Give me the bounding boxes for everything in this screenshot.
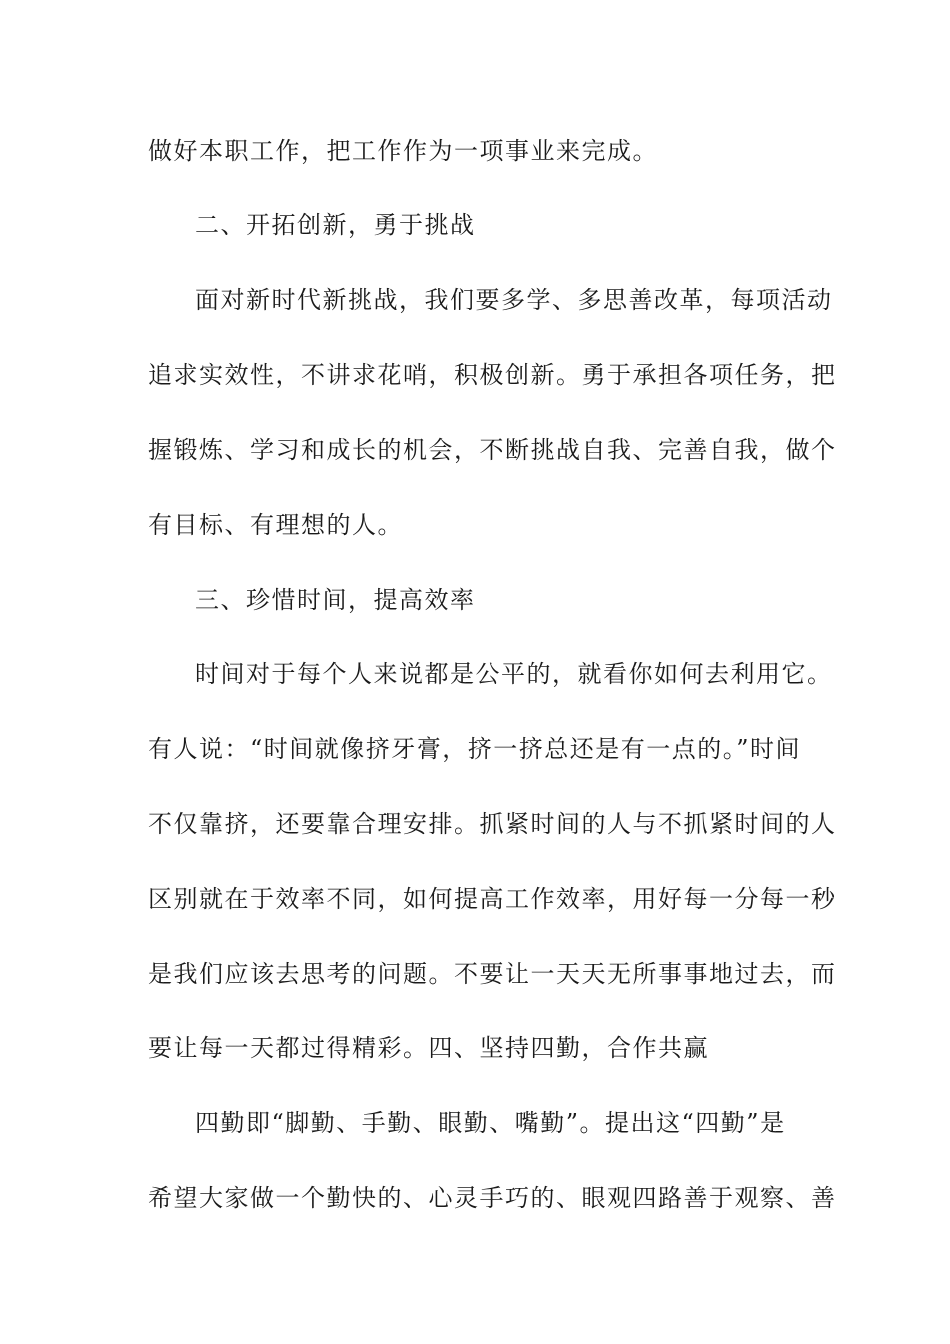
text-line: 希望大家做一个勤快的、心灵手巧的、眼观四路善于观察、善 — [148, 1184, 837, 1212]
text-line: 有目标、有理想的人。 — [148, 511, 403, 539]
text-line: 区别就在于效率不同，如何提高工作效率，用好每一分每一秒 — [148, 885, 837, 913]
text-line: 面对新时代新挑战，我们要多学、多思善改革，每项活动 — [195, 286, 833, 314]
text-line: 要让每一天都过得精彩。四、坚持四勤，合作共赢 — [148, 1034, 709, 1062]
text-line: 四勤即“脚勤、手勤、眼勤、嘴勤”。提出这“四勤”是 — [195, 1109, 786, 1137]
text-line: 时间对于每个人来说都是公平的，就看你如何去利用它。 — [195, 660, 833, 688]
text-line: 追求实效性，不讲求花哨，积极创新。勇于承担各项任务，把 — [148, 361, 837, 389]
text-line: 是我们应该去思考的问题。不要让一天天无所事事地过去，而 — [148, 960, 837, 988]
text-line: 有人说：“时间就像挤牙膏，挤一挤总还是有一点的。”时间 — [148, 735, 802, 763]
section-heading: 三、珍惜时间，提高效率 — [195, 586, 476, 614]
text-line: 做好本职工作，把工作作为一项事业来完成。 — [148, 137, 658, 165]
section-heading: 二、开拓创新，勇于挑战 — [195, 211, 476, 239]
text-line: 握锻炼、学习和成长的机会，不断挑战自我、完善自我，做个 — [148, 436, 837, 464]
text-line: 不仅靠挤，还要靠合理安排。抓紧时间的人与不抓紧时间的人 — [148, 810, 837, 838]
